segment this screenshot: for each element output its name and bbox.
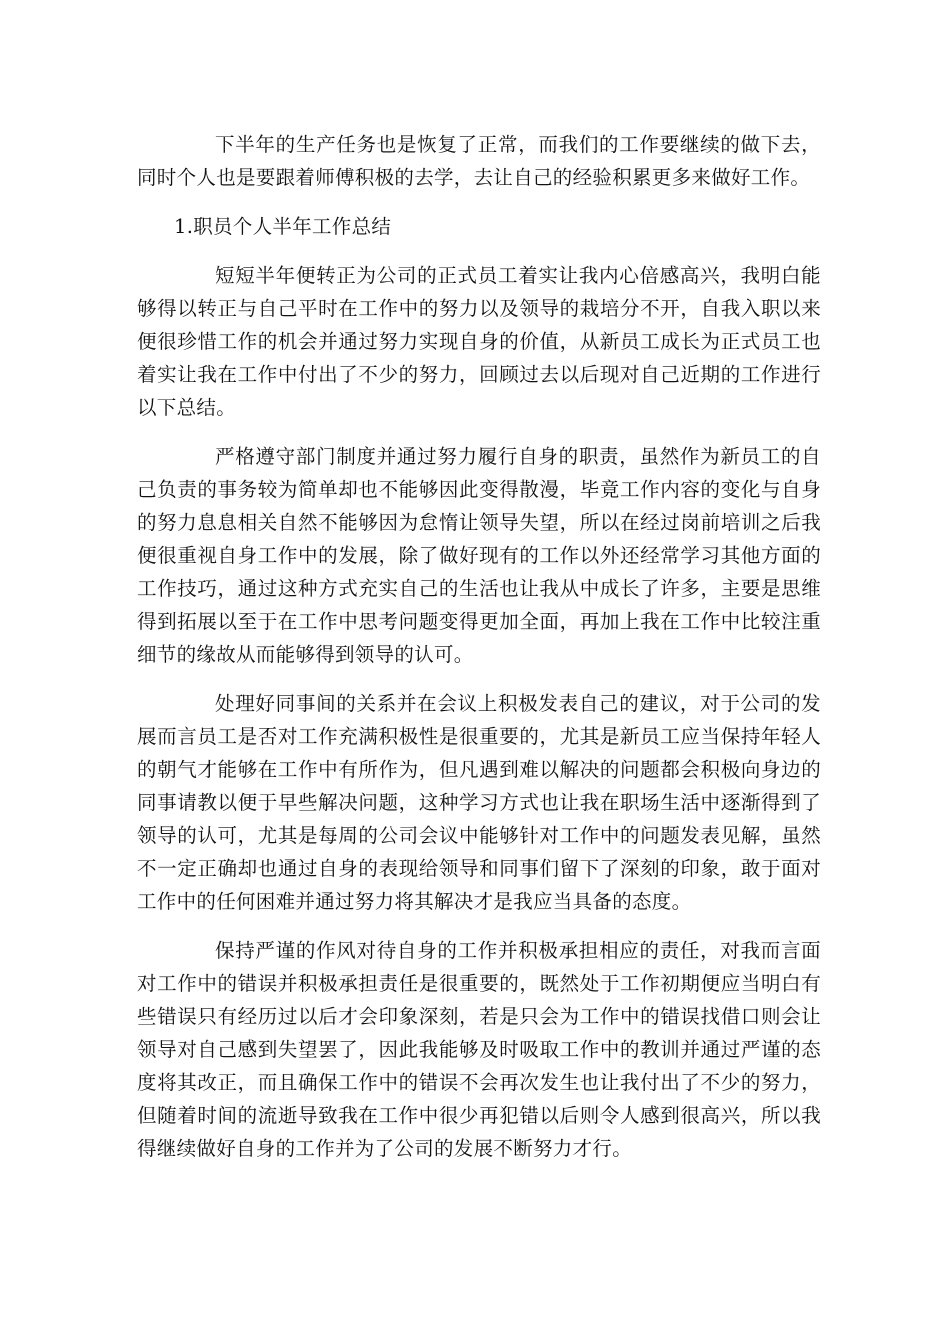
- body-paragraph-4: 保持严谨的作风对待自身的工作并积极承担相应的责任，对我而言面对工作中的错误并积极承担责任是很重要的，既然处于工作初期便应当明白有些错误只有经历过以后才会印象深刻，若是只会为工作中的错误找借口则会让领导对自己感到失望罢了，因此我能够及时吸取工作中的教训并通过严谨的态度将其改正，而且确保工作中的错误不会再次发生也让我付出了不少的努力，但随着时间的流逝导致我在工作中很少再犯错以后则令人感到很高兴，所以我得继续做好自身的工作并为了公司的发展不断努力才行。: [137, 939, 821, 1160]
- document-page: [137, 128, 821, 1181]
- body-paragraph-2: 严格遵守部门制度并通过努力履行自身的职责，虽然作为新员工的自己负责的事务较为简单却也不能够因此变得散漫，毕竟工作内容的变化与自身的努力息息相关自然不能够因为怠惰让领导失望，所以在经过岗前培训之后我便很重视自身工作中的发展，除了做好现有的工作以外还经常学习其他方面的工作技巧，通过这种方式充实自己的生活也让我从中成长了许多，主要是思维得到拓展以至于在工作中思考问题变得更加全面，再加上我在工作中比较注重细节的缘故从而能够得到领导的认可。: [137, 445, 821, 666]
- body-paragraph-1: 短短半年便转正为公司的正式员工着实让我内心倍感高兴，我明白能够得以转正与自己平时在工作中的努力以及领导的栽培分不开，自我入职以来便很珍惜工作的机会并通过努力实现自身的价值，从新员工成长为正式员工也着实让我在工作中付出了不少的努力，回顾过去以后现对自己近期的工作进行以下总结。: [137, 264, 821, 419]
- intro-paragraph: 下半年的生产任务也是恢复了正常，而我们的工作要继续的做下去，同时个人也是要跟着师傅积极的去学，去让自己的经验积累更多来做好工作。: [137, 133, 821, 189]
- section-heading: 1.职员个人半年工作总结: [174, 215, 392, 238]
- body-paragraph-3: 处理好同事间的关系并在会议上积极发表自己的建议，对于公司的发展而言员工是否对工作充满积极性是很重要的，尤其是新员工应当保持年轻人的朝气才能够在工作中有所作为，但凡遇到难以解决的问题都会积极向身边的同事请教以便于早些解决问题，这种学习方式也让我在职场生活中逐渐得到了领导的认可，尤其是每周的公司会议中能够针对工作中的问题发表见解，虽然不一定正确却也通过自身的表现给领导和同事们留下了深刻的印象，敢于面对工作中的任何困难并通过努力将其解决才是我应当具备的态度。: [137, 692, 821, 913]
